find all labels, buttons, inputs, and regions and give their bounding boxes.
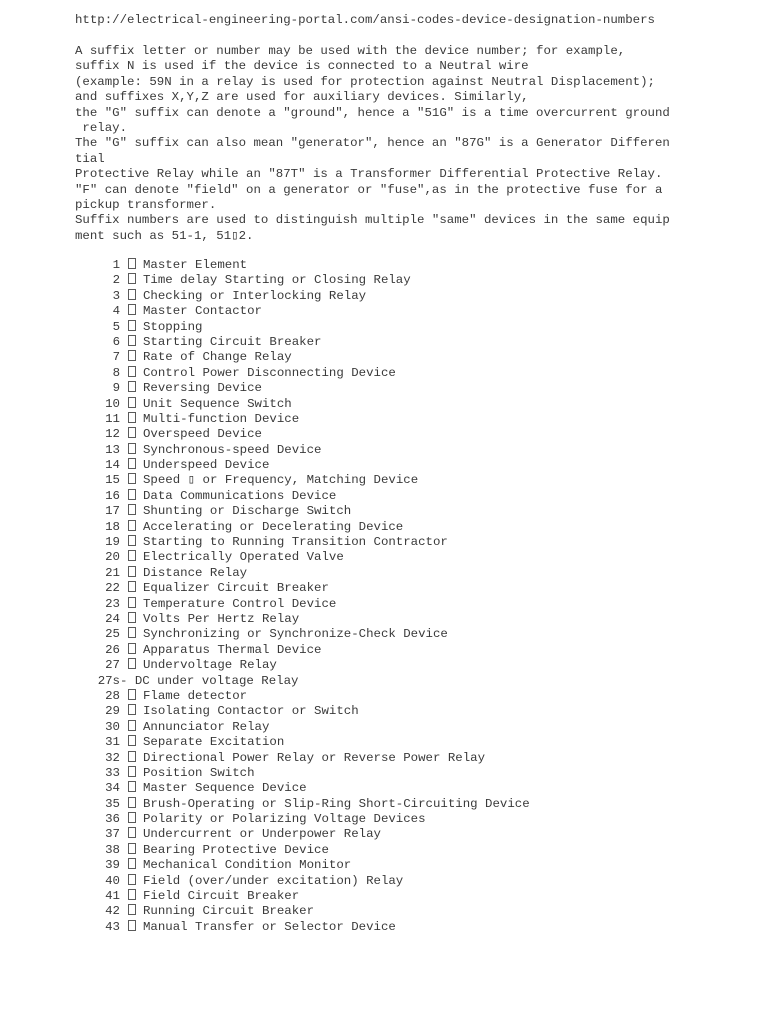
device-number: 9 — [112, 381, 120, 396]
list-item — [75, 843, 715, 858]
missing-glyph-box-icon — [128, 520, 136, 531]
device-label: Starting Circuit Breaker — [143, 334, 322, 349]
missing-glyph-box-icon — [128, 335, 136, 346]
missing-glyph-box-icon — [128, 597, 136, 608]
missing-glyph-box-icon — [128, 427, 136, 438]
list-item — [75, 273, 715, 288]
device-label: Stopping — [143, 319, 203, 334]
list-item — [75, 566, 715, 581]
intro-line: the "G" suffix can denote a "ground", hence a "51G" is a time overcurrent ground — [75, 105, 670, 120]
device-label: Directional Power Relay or Reverse Power Relay — [143, 750, 486, 765]
list-item — [75, 720, 715, 735]
device-number: 29 — [105, 704, 120, 719]
list-item — [75, 381, 715, 396]
device-number: 7 — [112, 350, 120, 365]
list-item — [75, 412, 715, 427]
list-item — [75, 643, 715, 658]
device-label: Volts Per Hertz Relay — [143, 611, 300, 626]
missing-glyph-box-icon — [128, 766, 136, 777]
dash-separator: - — [120, 673, 128, 688]
device-number: 4 — [112, 304, 120, 319]
missing-glyph-box-icon — [128, 658, 136, 669]
device-label: Reversing Device — [143, 381, 262, 396]
device-number: 5 — [112, 319, 120, 334]
list-item — [75, 535, 715, 550]
device-label: Master Contactor — [143, 304, 262, 319]
device-number: 10 — [105, 396, 120, 411]
missing-glyph-box-icon — [128, 689, 136, 700]
device-number: 42 — [105, 904, 120, 919]
device-number: 28 — [105, 688, 120, 703]
device-label: Field Circuit Breaker — [143, 889, 300, 904]
list-item — [75, 689, 715, 704]
list-item — [75, 473, 715, 488]
device-number: 39 — [105, 858, 120, 873]
device-label: Rate of Change Relay — [143, 350, 292, 365]
missing-glyph-box-icon — [128, 473, 136, 484]
device-label: Polarity or Polarizing Voltage Devices — [143, 812, 426, 827]
source-url: http://electrical-engineering-portal.com/ansi-codes-device-designation-numbers — [75, 13, 655, 27]
missing-glyph-box-icon — [128, 566, 136, 577]
list-item — [75, 366, 715, 381]
list-item — [75, 335, 715, 350]
list-item — [75, 920, 715, 935]
device-number: 33 — [105, 765, 120, 780]
list-item — [75, 827, 715, 842]
device-number: 13 — [105, 442, 120, 457]
device-number: 27 — [105, 658, 120, 673]
device-number: 26 — [105, 642, 120, 657]
list-item — [75, 520, 715, 535]
device-label: Master Sequence Device — [143, 781, 307, 796]
device-label: Accelerating or Decelerating Device — [143, 519, 404, 534]
intro-line: pickup transformer. — [75, 197, 217, 212]
device-number: 12 — [105, 427, 120, 442]
list-item — [75, 674, 715, 689]
list-item — [75, 658, 715, 673]
list-item — [75, 427, 715, 442]
missing-glyph-box-icon — [128, 812, 136, 823]
missing-glyph-box-icon — [128, 304, 136, 315]
intro-line: A suffix letter or number may be used with the device number; for example, — [75, 44, 626, 58]
missing-glyph-box-icon — [128, 612, 136, 623]
device-label: Speed ▯ or Frequency, Matching Device — [143, 473, 419, 488]
device-number: 37 — [105, 827, 120, 842]
list-item — [75, 766, 715, 781]
device-label: Time delay Starting or Closing Relay — [143, 273, 411, 288]
device-label: Starting to Running Transition Contractor — [143, 535, 448, 550]
list-item — [75, 858, 715, 873]
intro-line: (example: 59N in a relay is used for protection against Neutral Displacement); — [75, 74, 655, 89]
device-label: Undervoltage Relay — [143, 658, 277, 673]
missing-glyph-box-icon — [128, 827, 136, 838]
device-label: Electrically Operated Valve — [143, 550, 344, 565]
intro-line: Suffix numbers are used to distinguish multiple "same" devices in the same equip — [75, 213, 670, 228]
device-number: 34 — [105, 781, 120, 796]
device-label: Underspeed Device — [143, 458, 270, 473]
list-item — [75, 304, 715, 319]
missing-glyph-box-icon — [128, 458, 136, 469]
device-number: 24 — [105, 611, 120, 626]
intro-line: relay. — [75, 120, 128, 135]
device-number: 15 — [105, 473, 120, 488]
missing-glyph-box-icon — [128, 397, 136, 408]
device-label: DC under voltage Relay — [134, 673, 299, 688]
device-number: 19 — [105, 535, 120, 550]
device-label: Mechanical Condition Monitor — [143, 858, 352, 873]
list-item — [75, 258, 715, 273]
missing-glyph-box-icon — [128, 704, 136, 715]
device-number: 43 — [105, 919, 120, 934]
missing-glyph-box-icon — [128, 320, 136, 331]
list-item — [75, 458, 715, 473]
missing-glyph-box-icon — [128, 412, 136, 423]
device-number: 11 — [105, 411, 120, 426]
intro-line: The "G" suffix can also mean "generator", hence an "87G" is a Generator Differen — [75, 136, 670, 151]
list-item — [75, 612, 715, 627]
device-label: Control Power Disconnecting Device — [143, 365, 396, 380]
device-label: Position Switch — [143, 765, 255, 780]
missing-glyph-box-icon — [128, 643, 136, 654]
missing-glyph-box-icon — [128, 797, 136, 808]
device-label: Data Communications Device — [143, 488, 337, 503]
device-number: 18 — [105, 519, 120, 534]
missing-glyph-box-icon — [128, 535, 136, 546]
device-number: 3 — [112, 288, 120, 303]
missing-glyph-box-icon — [128, 874, 136, 885]
missing-glyph-box-icon — [128, 273, 136, 284]
device-number: 25 — [105, 627, 120, 642]
device-label: Brush-Operating or Slip-Ring Short-Circuiting Device — [143, 796, 530, 811]
list-item — [75, 735, 715, 750]
device-number: 27s — [97, 673, 120, 688]
list-item — [75, 597, 715, 612]
device-label: Overspeed Device — [143, 427, 262, 442]
device-label: Temperature Control Device — [143, 596, 337, 611]
list-item — [75, 904, 715, 919]
intro-line: "F" can denote "field" on a generator or "fuse",as in the protective fuse for a — [75, 182, 663, 197]
intro-paragraph — [75, 44, 715, 244]
device-number: 41 — [105, 889, 120, 904]
list-item — [75, 874, 715, 889]
missing-glyph-box-icon — [128, 489, 136, 500]
device-number: 1 — [112, 258, 120, 272]
list-item — [75, 627, 715, 642]
list-item — [75, 550, 715, 565]
missing-glyph-box-icon — [128, 735, 136, 746]
list-item — [75, 320, 715, 335]
device-label: Field (over/under excitation) Relay — [143, 873, 404, 888]
list-item — [75, 751, 715, 766]
device-number: 35 — [105, 796, 120, 811]
device-label: Multi-function Device — [143, 411, 300, 426]
missing-glyph-box-icon — [128, 751, 136, 762]
list-item — [75, 443, 715, 458]
device-number: 40 — [105, 873, 120, 888]
missing-glyph-box-icon — [128, 366, 136, 377]
list-item — [75, 350, 715, 365]
list-item — [75, 397, 715, 412]
device-label: Unit Sequence Switch — [143, 396, 292, 411]
missing-glyph-box-icon — [128, 920, 136, 931]
device-label: Flame detector — [143, 688, 248, 703]
device-label: Manual Transfer or Selector Device — [143, 919, 396, 934]
list-item — [75, 489, 715, 504]
device-label: Synchronous-speed Device — [143, 442, 322, 457]
device-number: 20 — [105, 550, 120, 565]
device-number: 30 — [105, 719, 120, 734]
device-number: 23 — [105, 596, 120, 611]
device-label: Annunciator Relay — [143, 719, 270, 734]
device-number: 36 — [105, 812, 120, 827]
list-item — [75, 289, 715, 304]
list-item — [75, 704, 715, 719]
device-label: Equalizer Circuit Breaker — [143, 581, 329, 596]
device-number: 31 — [105, 735, 120, 750]
device-label: Distance Relay — [143, 565, 248, 580]
device-number: 16 — [105, 488, 120, 503]
list-item — [75, 781, 715, 796]
device-code-list — [75, 258, 715, 935]
missing-glyph-box-icon — [128, 720, 136, 731]
device-number: 21 — [105, 565, 120, 580]
device-label: Apparatus Thermal Device — [143, 642, 322, 657]
missing-glyph-box-icon — [128, 843, 136, 854]
device-label: Bearing Protective Device — [143, 842, 329, 857]
missing-glyph-box-icon — [128, 258, 136, 269]
list-item — [75, 504, 715, 519]
list-item — [75, 889, 715, 904]
missing-glyph-box-icon — [128, 781, 136, 792]
missing-glyph-box-icon — [128, 581, 136, 592]
device-label: Running Circuit Breaker — [143, 904, 315, 919]
device-label: Master Element — [143, 258, 248, 272]
device-number: 14 — [105, 458, 120, 473]
missing-glyph-box-icon — [128, 858, 136, 869]
list-item — [75, 581, 715, 596]
missing-glyph-box-icon — [128, 550, 136, 561]
missing-glyph-box-icon — [128, 889, 136, 900]
list-item — [75, 797, 715, 812]
device-label: Shunting or Discharge Switch — [143, 504, 352, 519]
missing-glyph-box-icon — [128, 904, 136, 915]
list-item — [75, 812, 715, 827]
device-number: 8 — [112, 365, 120, 380]
device-number: 6 — [112, 334, 120, 349]
device-number: 38 — [105, 842, 120, 857]
missing-glyph-box-icon — [128, 289, 136, 300]
device-number: 22 — [105, 581, 120, 596]
missing-glyph-box-icon — [128, 627, 136, 638]
device-number: 32 — [105, 750, 120, 765]
device-label: Undercurrent or Underpower Relay — [143, 827, 381, 842]
missing-glyph-box-icon — [128, 443, 136, 454]
intro-line: ment such as 51-1, 51▯2. — [75, 228, 254, 243]
device-number: 2 — [112, 273, 120, 288]
device-label: Isolating Contactor or Switch — [143, 704, 359, 719]
device-number: 17 — [105, 504, 120, 519]
intro-line: Protective Relay while an "87T" is a Transformer Differential Protective Relay. — [75, 167, 663, 182]
device-label: Separate Excitation — [143, 735, 285, 750]
missing-glyph-box-icon — [128, 504, 136, 515]
intro-line: tial — [75, 151, 105, 166]
missing-glyph-box-icon — [128, 381, 136, 392]
intro-line: suffix N is used if the device is connected to a Neutral wire — [75, 59, 529, 74]
intro-line: and suffixes X,Y,Z are used for auxiliary devices. Similarly, — [75, 90, 529, 105]
device-label: Checking or Interlocking Relay — [143, 288, 367, 303]
missing-glyph-box-icon — [128, 350, 136, 361]
device-label: Synchronizing or Synchronize-Check Device — [143, 627, 448, 642]
